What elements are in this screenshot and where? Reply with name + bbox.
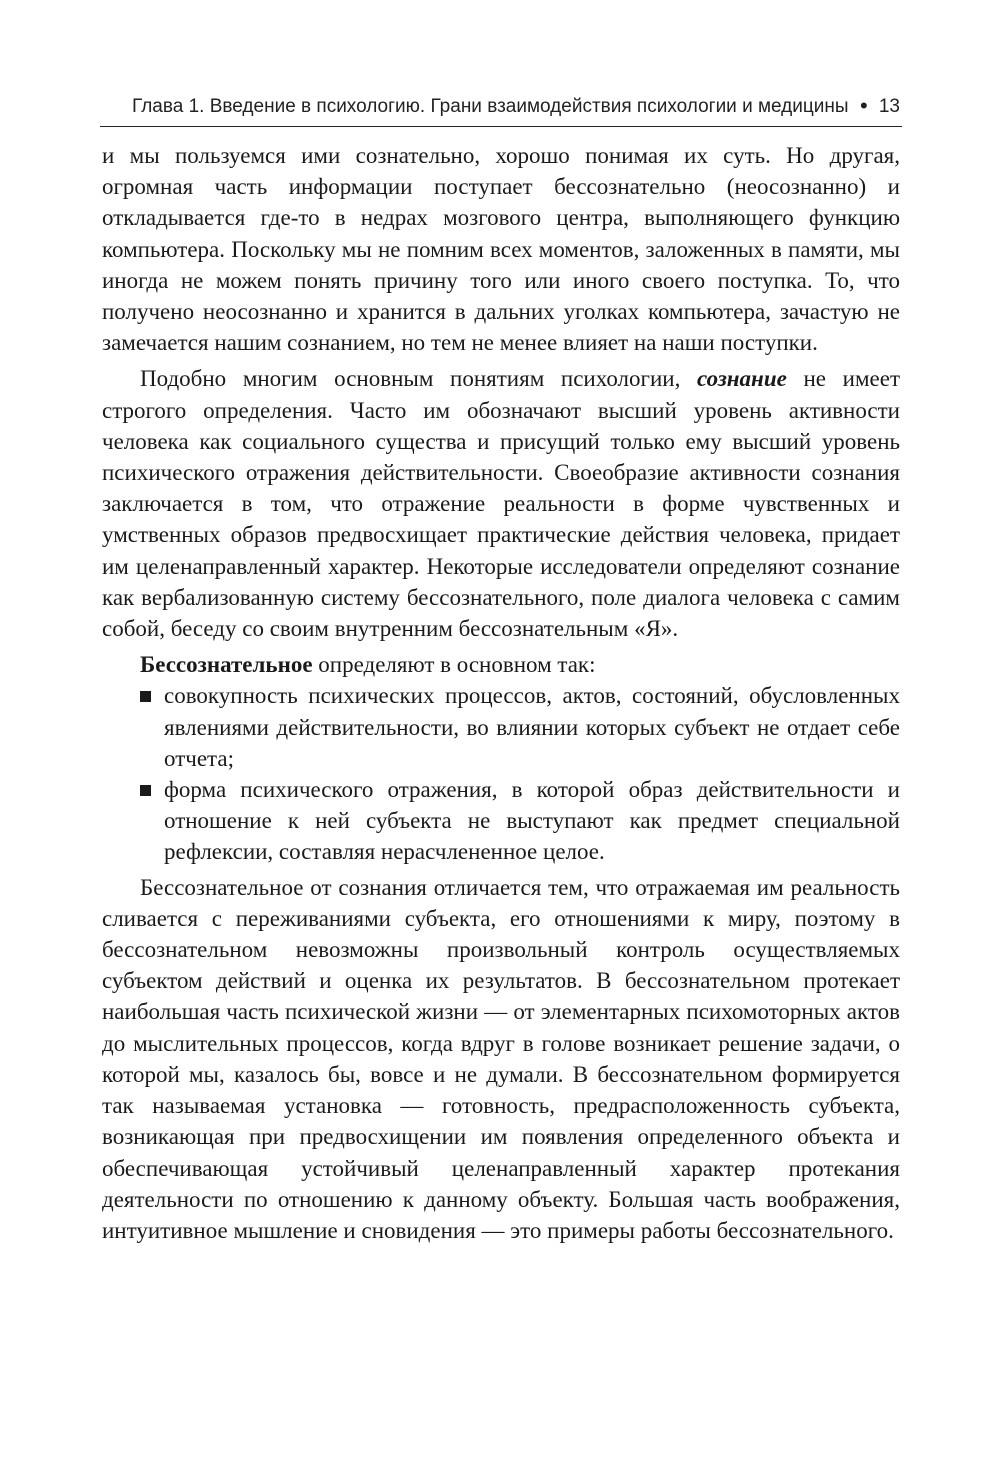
square-bullet-icon bbox=[140, 785, 151, 796]
paragraph-unconscious: Бессознательное от сознания отличается тем, что отражаемая им реальность сливается с переживаниями субъекта, его отношениями к миру, поэтому в бессознательном невозможны произвольный контроль осуществляемых субъектом действий и оценка их результатов. В бессознательном протекает наибольшая часть психической жизни — от элементарных психомоторных актов до мыслительных процессов, когда вдруг в голове возникает решение задачи, о которой мы, казалось бы, вовсе и не думали. В бессознательном формируется так называемая установка — готовность, предрасположенность субъекта, возникающая при предвосхищении им появления определенного объекта и обеспечивающая устойчивый целенаправленный характер протекания деятельности по отношению к данному объекту. Большая часть воображения, интуитивное мышление и сновидения — это примеры работы бессознательного. bbox=[102, 874, 900, 1243]
list-item bbox=[102, 774, 900, 868]
term-unconscious: Бессознательное bbox=[140, 652, 313, 678]
definition-intro-text: определяют в основном так: bbox=[312, 652, 596, 678]
chapter-title: Глава 1. Введение в психологию. Грани взаимодействия психологии и медицины bbox=[132, 96, 849, 117]
definition-list bbox=[102, 680, 900, 867]
paragraph-continued: и мы пользуемся ими сознательно, хорошо понимая их суть. Но другая, огромная часть информации поступает бессознательно (неосознанно) и откладывается где-то в недрах мозгового центра, выполняющего функцию компьютера. Поскольку мы не помним всех моментов, заложенных в памяти, мы иногда не можем понять причину того или иного своего поступка. То, что получено неосознанно и хранится в дальних уголках компьютера, зачастую не замечается нашим сознанием, но тем не менее влияет на наши поступки. bbox=[102, 143, 900, 356]
list-item-text: совокупность психических процессов, актов, состояний, обусловленных явлениями действительности, во влиянии которых субъект не отдает себе отчета; bbox=[164, 683, 900, 771]
paragraph-text: Подобно многим основным понятиям психологии, bbox=[140, 366, 697, 392]
header-bullet: • bbox=[860, 93, 868, 118]
term-consciousness: сознание bbox=[696, 366, 787, 392]
list-item bbox=[102, 680, 900, 774]
running-header bbox=[100, 92, 902, 127]
square-bullet-icon bbox=[140, 691, 151, 702]
paragraph-consciousness bbox=[102, 363, 900, 644]
definition-intro bbox=[102, 649, 900, 680]
page-body bbox=[102, 140, 900, 1251]
paragraph-text: не имеет строгого определения. Часто им обозначают высший уровень активности человека как социального существа и присущий только ему высший уровень психического отражения действительности. Своеобразие активности сознания заключается в том, что отражение реальности в форме чувственных и умственных образов предвосхищает практические действия человека, придает им целенаправленный характер. Некоторые исследователи определяют сознание как вербализованную систему бессознательного, поле диалога человека с самим собой, беседу со своим внутренним бессознательным «Я». bbox=[102, 366, 900, 642]
list-item-text: форма психического отражения, в которой образ действительности и отношение к ней субъекта не выступают как предмет специальной рефлексии, составляя нерасчлененное целое. bbox=[164, 777, 900, 865]
page-number: 13 bbox=[878, 96, 900, 117]
